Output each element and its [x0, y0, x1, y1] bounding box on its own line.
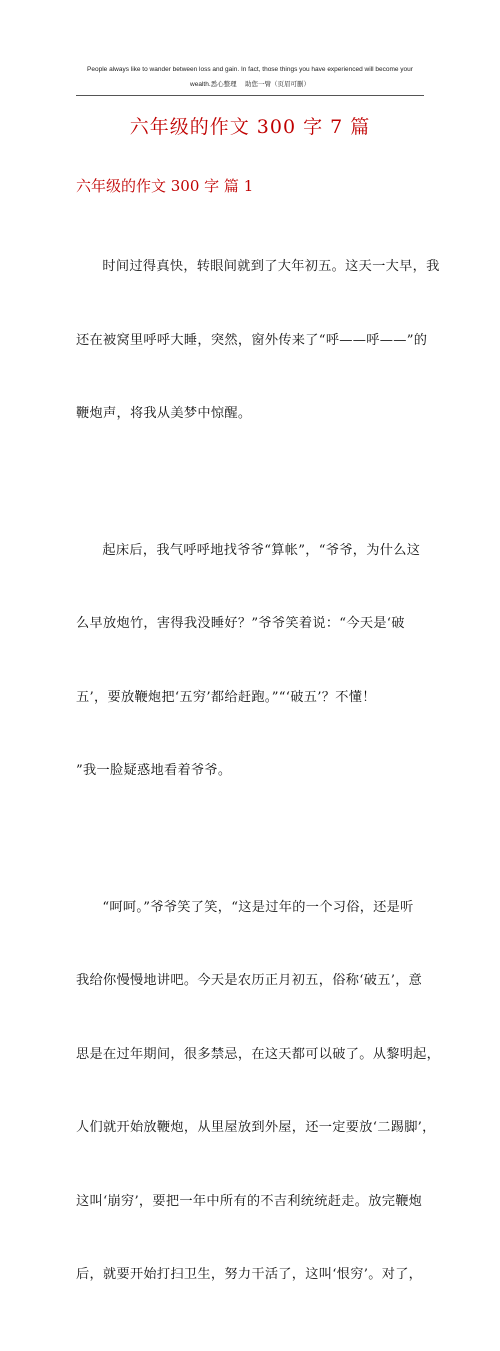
paragraph-line: ”我一脸疑惑地看着爷爷。 — [76, 763, 232, 778]
paragraph-line: 我给你慢慢地讲吧。今天是农历正月初五，俗称‘破五’，意 — [76, 973, 423, 988]
header-divider — [76, 95, 424, 96]
paragraph-2 — [76, 490, 424, 833]
paragraph-1 — [76, 206, 440, 476]
paragraph-line: 时间过得真快，转眼间就到了大年初五。这天一大早，我 — [102, 259, 440, 274]
paragraph-line: 么早放炮竹，害得我没睡好？”爷爷笑着说：“今天是‘破 — [76, 616, 405, 631]
paragraph-line: 这叫‘崩穷’，要把一年中所有的不吉利统统赶走。放完鞭炮 — [76, 1193, 423, 1209]
page-header — [40, 62, 460, 92]
paragraph-line: 起床后，我气呼呼地找爷爷“算帐”，“爷爷，为什么这 — [102, 542, 421, 558]
section-heading: 六年级的作文 300 字 篇 1 — [76, 177, 254, 195]
document-body — [76, 206, 441, 1351]
paragraph-line: 五’，要放鞭炮把‘五穷’都给赶跑。”“‘破五’？不懂！ — [76, 689, 376, 705]
paragraph-line: 后，就要开始打扫卫生，努力干活了，这叫‘恨穷’。对了， — [76, 1267, 423, 1282]
paragraph-line: 思是在过年期间，很多禁忌，在这天都可以破了。从黎明起， — [76, 1046, 441, 1062]
document-title: 六年级的作文 300 字 7 篇 — [129, 116, 371, 138]
paragraph-line: 还在被窝里呼呼大睡，突然，窗外传来了“呼——呼——”的 — [76, 332, 428, 348]
paragraph-line: “呵呵。”爷爷笑了笑，“这是过年的一个习俗，还是听 — [102, 899, 414, 915]
paragraph-line: 鞭炮声，将我从美梦中惊醒。 — [76, 406, 252, 421]
header-line-2: wealth.悉心整理 助您一臂（页眉可删） — [190, 81, 310, 88]
header-line-1: People always like to wander between loss and gain. In fact, those things you have experienced will become your — [87, 66, 413, 73]
paragraph-line: 人们就开始放鞭炮，从里屋放到外屋，还一定要放‘二踢脚’， — [76, 1120, 436, 1135]
paragraph-3 — [76, 847, 441, 1337]
